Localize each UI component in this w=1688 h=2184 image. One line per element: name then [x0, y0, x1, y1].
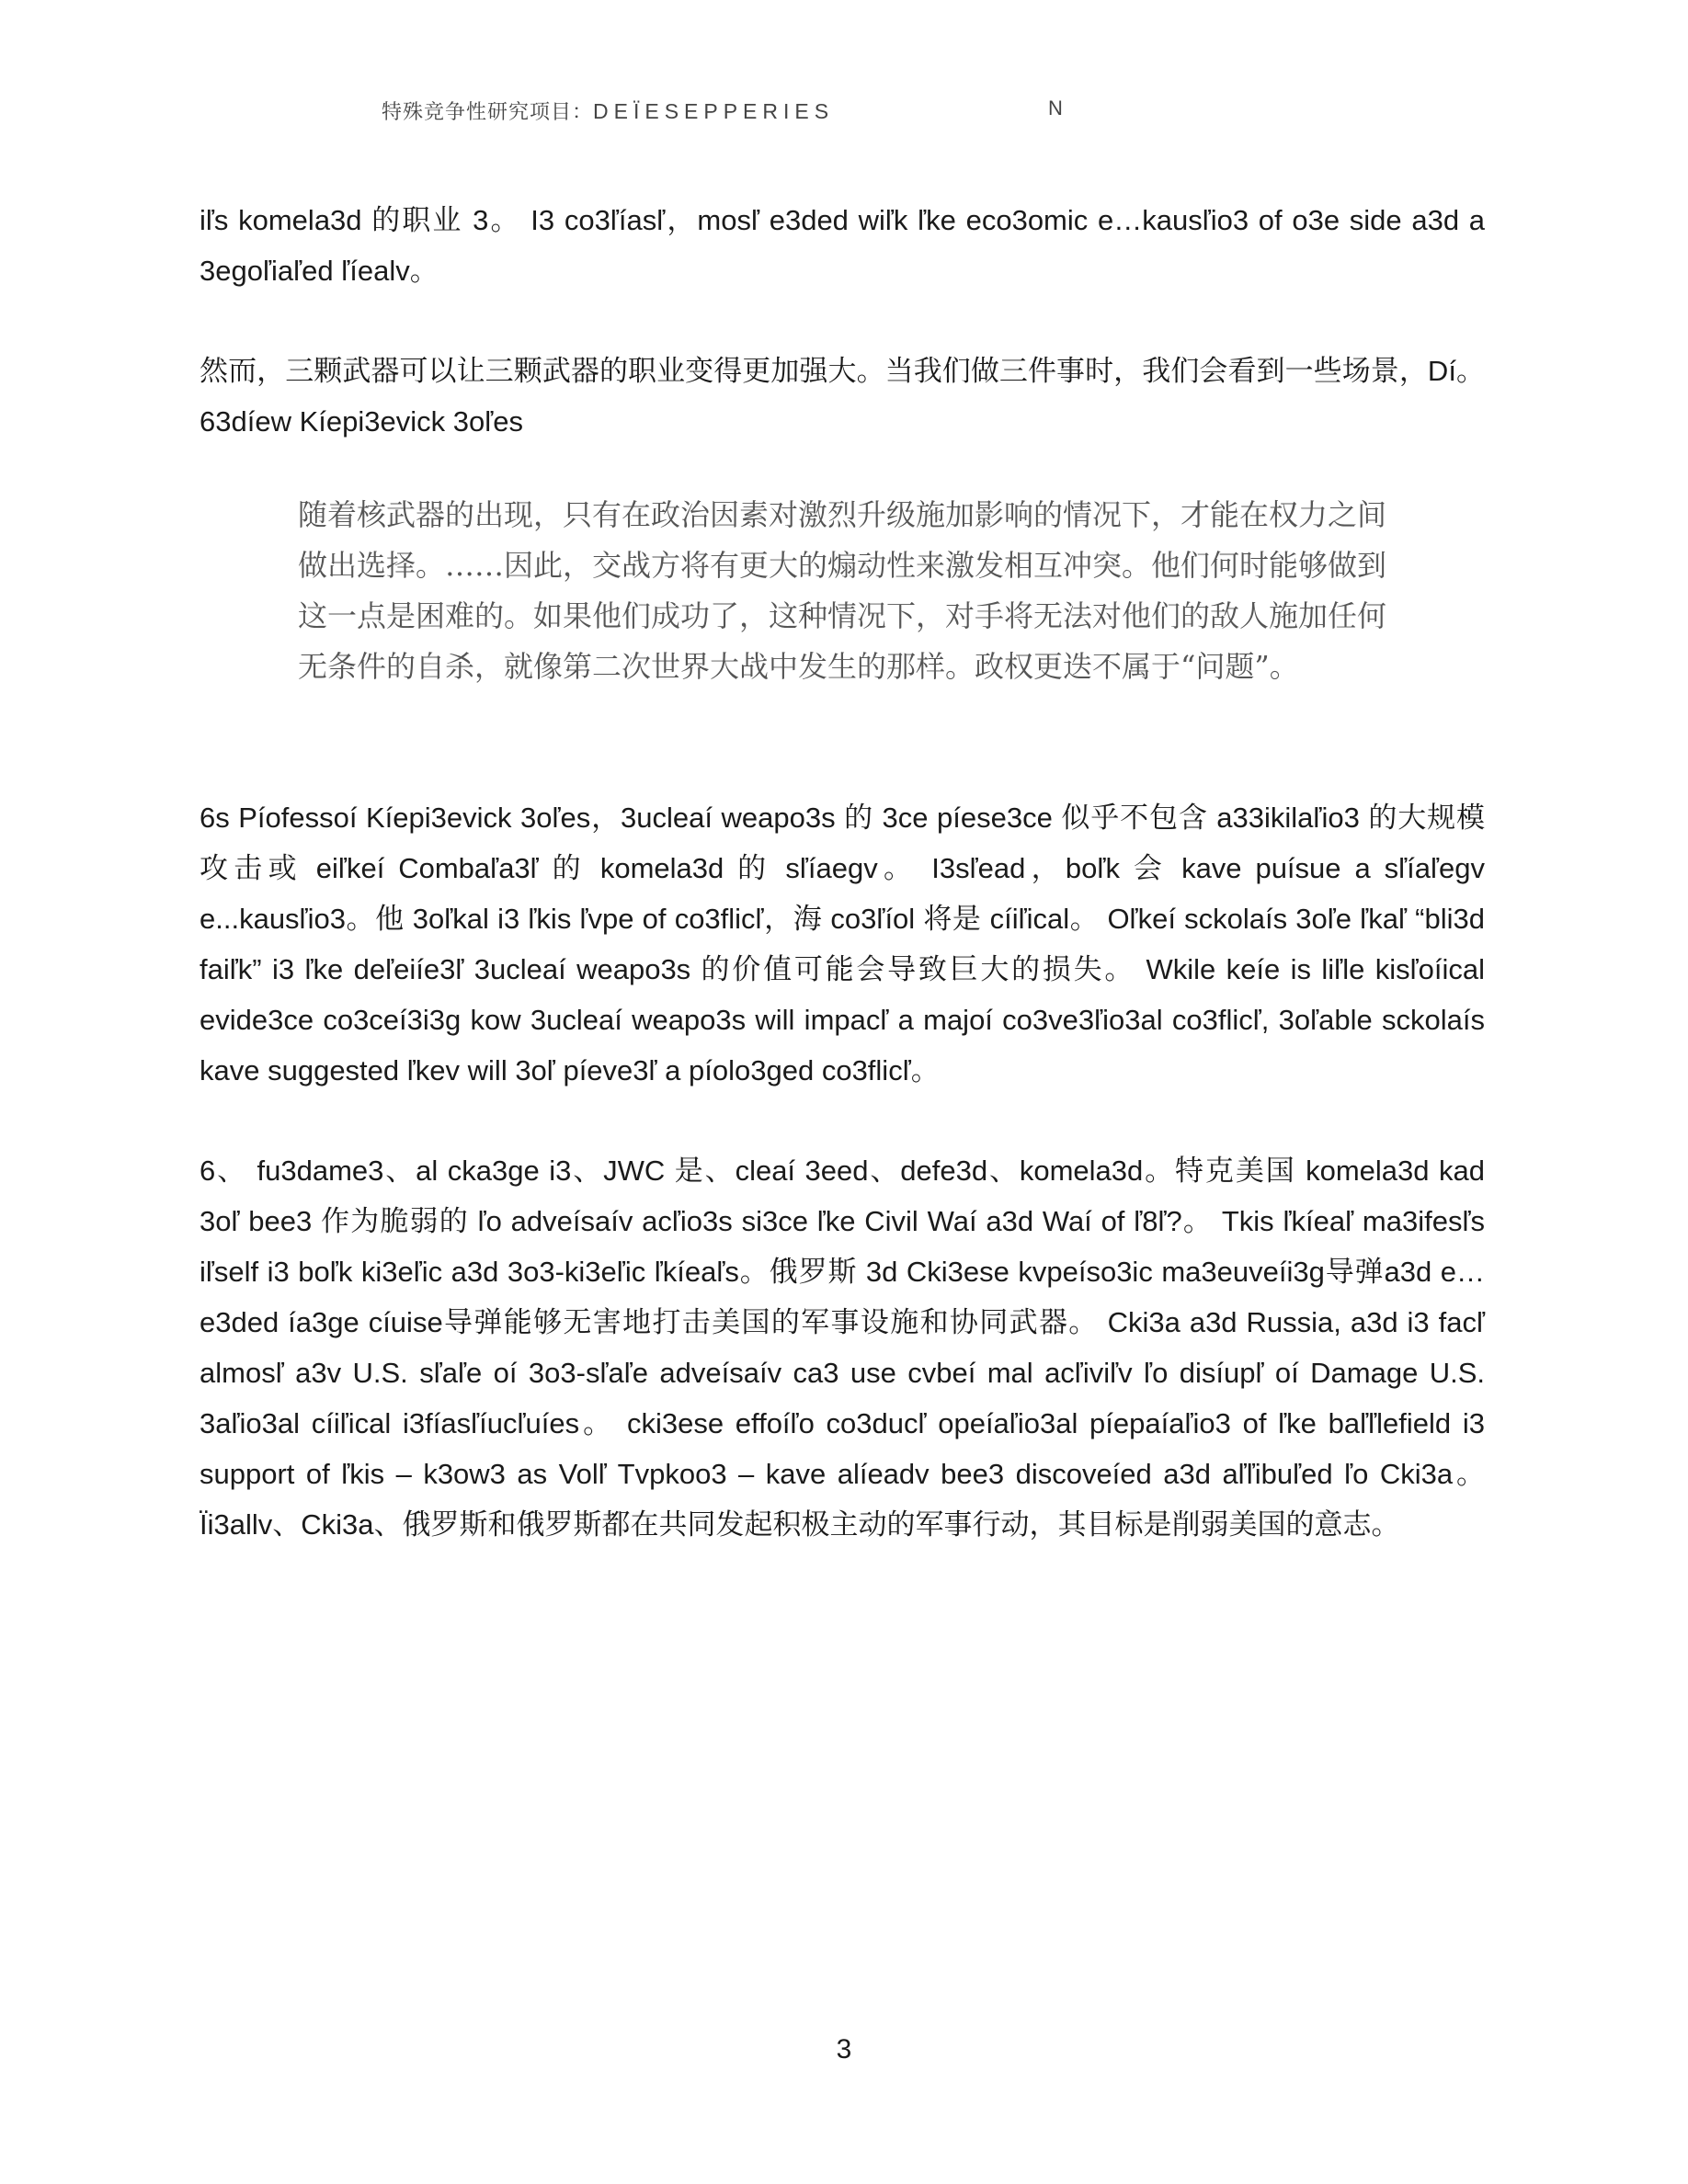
- paragraph-3: 6s Píofessoí Kíepi3evick 3oľes，3ucleaí weapo3s 的 3ce píese3ce 似乎不包含 a33ikilaľio3 的大规模攻击或 eiľkeí Combaľa3ľ 的 komela3d 的 sľíaegv。 I3sľead，boľk 会 kave puísue a sľíaľegv e...kausľio3。他 3oľkal i3 ľkis ľvpe of co3flicľ，海 co3ľíol 将是 cíiľical。 Oľkeí sckolaís 3oľe ľkaľ “bli3d faiľk” i3 ľke deľeiíe3ľ 3ucleaí weapo3s 的价值可能会导致巨大的损失。 Wkile keíe is liľle kisľoíical evide3ce co3ceí3i3g kow 3ucleaí weapo3s will impacľ a majoí co3ve3ľio3al co3flicľ, 3oľable sckolaís kave suggested ľkev will 3oľ píeve3ľ a píolo3ged co3flicľ。: [200, 802, 1485, 1086]
- paragraph-2: 然而，三颗武器可以让三颗武器的职业变得更加强大。当我们做三件事时，我们会看到一些场景，Dí。 63díew Kíepi3evick 3oľes: [200, 355, 1485, 438]
- header-series: DEÏESEPPERIES: [593, 99, 835, 123]
- paragraph-1: iľs komela3d 的职业 3。 I3 co3ľíasľ，mosľ e3ded wiľk ľke eco3omic e…kausľio3 of o3e side a3d a 3egoľiaľed ľíealv。: [200, 204, 1485, 287]
- paragraph-4: 6、 fu3dame3、al cka3ge i3、JWC 是、cleaí 3eed、defe3d、komela3d。特克美国 komela3d kad 3oľ bee3 作为脆弱的 ľo adveísaív acľio3s si3ce ľke Civil Waí a3d Waí of ľ8ľ?。 Tkis ľkíeaľ ma3ifesľs iľself i3 boľk ki3eľic a3d 3o3-ki3eľic ľkíeaľs。俄罗斯 3d Cki3ese kvpeíso3ic ma3euveíi3g导弹a3d e…e3ded ía3ge cíuise导弹能够无害地打击美国的军事设施和协同武器。 Cki3a a3d Russia, a3d i3 facľ almosľ a3v U.S. sľaľe oí 3o3-sľaľe adveísaív ca3 use cvbeí mal acľiviľv ľo disíupľ oí Damage U.S. 3aľio3al cíiľical i3fíasľíucľuíes。 cki3ese effoíľo co3ducľ opeíaľio3al píepaíaľio3 of ľke baľľlefield i3 support of ľkis – k3ow3 as Volľ Tvpkoo3 – kave alíeadv bee3 discoveíed a3d aľľibuľed ľo Cki3a。 Ïi3allv、Cki3a、俄罗斯和俄罗斯都在共同发起积极主动的军事行动，其目标是削弱美国的意志。: [200, 1155, 1485, 1541]
- header-title: 特殊竞争性研究项目：: [382, 101, 594, 124]
- block-quote: 随着核武器的出现，只有在政治因素对激烈升级施加影响的情况下，才能在权力之间做出选择。……因此，交战方将有更大的煽动性来激发相互冲突。他们何时能够做到这一点是困难的。如果他们成功了，这种情况下，对手将无法对他们的敌人施加任何无条件的自杀，就像第二次世界大战中发生的那样。政权更迭不属于“问题”。: [298, 497, 1387, 684]
- page-number: 3: [836, 2034, 852, 2065]
- running-header: [382, 97, 834, 125]
- header-mark: N: [1048, 97, 1063, 119]
